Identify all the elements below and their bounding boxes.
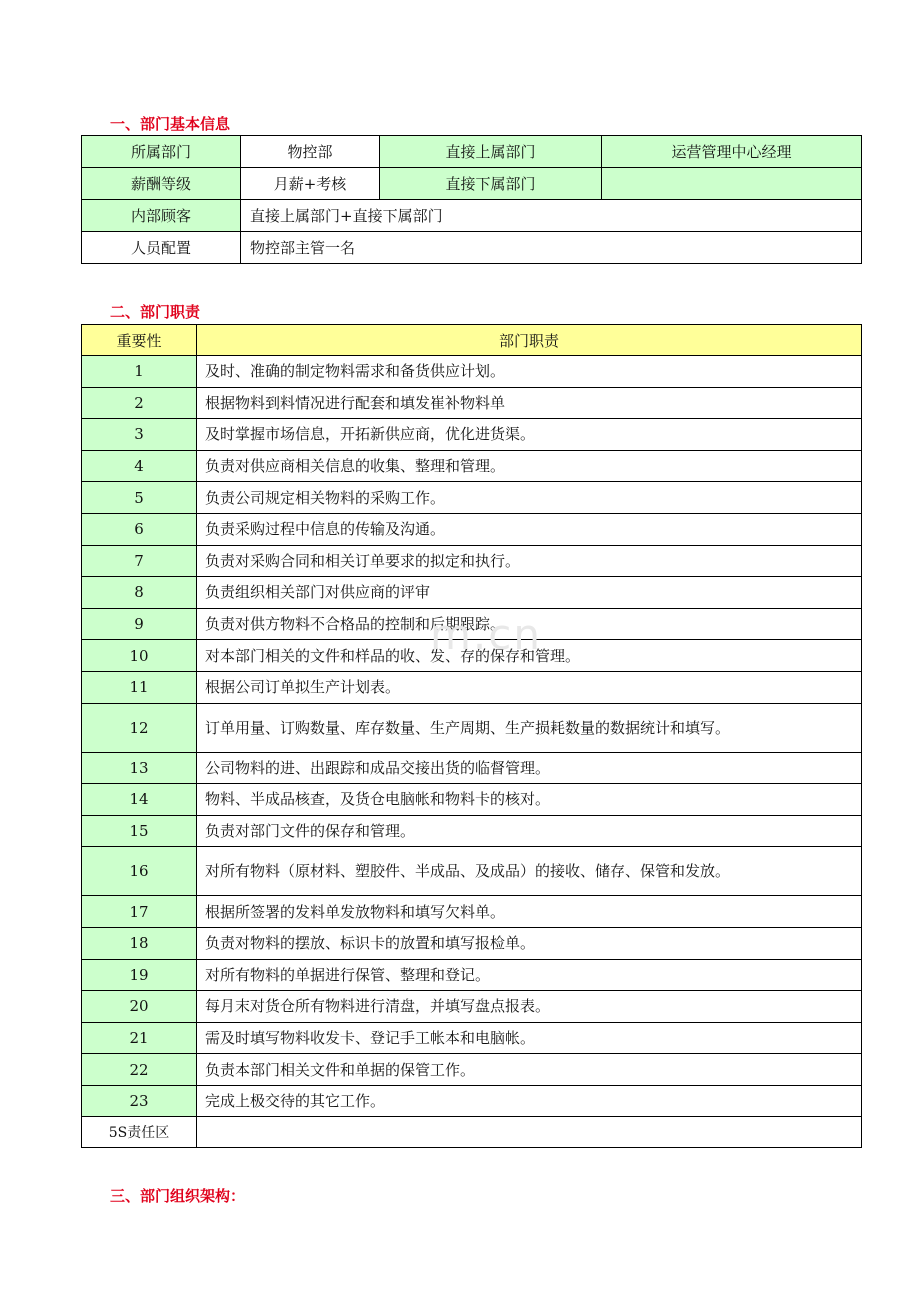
value-subordinate xyxy=(602,168,862,200)
duty-number: 17 xyxy=(82,896,197,928)
duty-text: 根据所签署的发料单发放物料和填写欠料单。 xyxy=(197,896,862,928)
value-5s-zone xyxy=(197,1117,862,1148)
label-staffing: 人员配置 xyxy=(82,232,241,264)
table-row xyxy=(82,752,862,784)
label-internal-customer: 内部顾客 xyxy=(82,200,241,232)
value-staffing: 物控部主管一名 xyxy=(241,232,862,264)
label-department: 所属部门 xyxy=(82,136,241,168)
duty-number: 18 xyxy=(82,927,197,959)
duty-text: 及时、准确的制定物料需求和备货供应计划。 xyxy=(197,356,862,388)
table-row xyxy=(82,577,862,609)
label-subordinate: 直接下属部门 xyxy=(380,168,602,200)
table-row xyxy=(82,959,862,991)
duty-text: 根据公司订单拟生产计划表。 xyxy=(197,671,862,703)
label-salary: 薪酬等级 xyxy=(82,168,241,200)
header-importance: 重要性 xyxy=(82,325,197,356)
duty-number: 11 xyxy=(82,671,197,703)
table-row xyxy=(82,784,862,816)
duty-text: 负责本部门相关文件和单据的保管工作。 xyxy=(197,1054,862,1086)
duty-number: 8 xyxy=(82,577,197,609)
duty-number: 23 xyxy=(82,1085,197,1117)
duty-number: 22 xyxy=(82,1054,197,1086)
table-row xyxy=(82,1054,862,1086)
duty-text: 负责公司规定相关物料的采购工作。 xyxy=(197,482,862,514)
duty-text: 对本部门相关的文件和样品的收、发、存的保存和管理。 xyxy=(197,640,862,672)
duty-number: 15 xyxy=(82,815,197,847)
duties-table xyxy=(81,324,862,1148)
value-superior: 运营管理中心经理 xyxy=(602,136,862,168)
duty-text: 对所有物料（原材料、塑胶件、半成品、及成品）的接收、储存、保管和发放。 xyxy=(197,847,862,896)
section-title-basic-info: 一、部门基本信息 xyxy=(110,115,231,133)
table-row xyxy=(82,168,862,200)
duty-number: 1 xyxy=(82,356,197,388)
header-duty: 部门职责 xyxy=(197,325,862,356)
duty-text: 对所有物料的单据进行保管、整理和登记。 xyxy=(197,959,862,991)
duty-number: 14 xyxy=(82,784,197,816)
duty-text: 负责对采购合同和相关订单要求的拟定和执行。 xyxy=(197,545,862,577)
duty-number: 2 xyxy=(82,387,197,419)
table-row xyxy=(82,1117,862,1148)
value-salary: 月薪+考核 xyxy=(241,168,380,200)
duty-text: 物料、半成品核查，及货仓电脑帐和物料卡的核对。 xyxy=(197,784,862,816)
table-row xyxy=(82,640,862,672)
table-row xyxy=(82,387,862,419)
duty-number: 9 xyxy=(82,608,197,640)
table-row xyxy=(82,815,862,847)
duty-text: 负责对部门文件的保存和管理。 xyxy=(197,815,862,847)
duty-number: 16 xyxy=(82,847,197,896)
duty-number: 10 xyxy=(82,640,197,672)
table-row xyxy=(82,200,862,232)
duty-number: 6 xyxy=(82,513,197,545)
table-row xyxy=(82,703,862,752)
basic-info-table xyxy=(81,135,862,264)
section-title-org-structure: 三、部门组织架构： xyxy=(110,1187,246,1205)
table-row xyxy=(82,991,862,1023)
table-row xyxy=(82,513,862,545)
table-row xyxy=(82,896,862,928)
duty-text: 负责对物料的摆放、标识卡的放置和填写报检单。 xyxy=(197,927,862,959)
duty-text: 需及时填写物料收发卡、登记手工帐本和电脑帐。 xyxy=(197,1022,862,1054)
table-row xyxy=(82,847,862,896)
table-row xyxy=(82,136,862,168)
duty-text: 负责对供应商相关信息的收集、整理和管理。 xyxy=(197,450,862,482)
duty-number: 5 xyxy=(82,482,197,514)
label-superior: 直接上属部门 xyxy=(380,136,602,168)
table-row xyxy=(82,450,862,482)
table-row xyxy=(82,419,862,451)
table-row xyxy=(82,927,862,959)
duty-text: 负责对供方物料不合格品的控制和后期跟踪。 xyxy=(197,608,862,640)
duty-number: 21 xyxy=(82,1022,197,1054)
duty-number: 19 xyxy=(82,959,197,991)
table-row xyxy=(82,671,862,703)
duty-text: 及时掌握市场信息，开拓新供应商，优化进货渠。 xyxy=(197,419,862,451)
label-5s-zone: 5S责任区 xyxy=(82,1117,197,1148)
table-row xyxy=(82,232,862,264)
duty-text: 公司物料的进、出跟踪和成品交接出货的临督管理。 xyxy=(197,752,862,784)
section-title-duties: 二、部门职责 xyxy=(110,303,201,321)
duty-text: 订单用量、订购数量、库存数量、生产周期、生产损耗数量的数据统计和填写。 xyxy=(197,703,862,752)
duty-text: 根据物料到料情况进行配套和填发崔补物料单 xyxy=(197,387,862,419)
table-row xyxy=(82,545,862,577)
duty-number: 12 xyxy=(82,703,197,752)
watermark-text: m.cn xyxy=(430,610,542,659)
duty-number: 4 xyxy=(82,450,197,482)
value-internal-customer: 直接上属部门+直接下属部门 xyxy=(241,200,862,232)
duty-text: 负责组织相关部门对供应商的评审 xyxy=(197,577,862,609)
duty-number: 7 xyxy=(82,545,197,577)
duty-number: 13 xyxy=(82,752,197,784)
table-row xyxy=(82,1022,862,1054)
duty-number: 3 xyxy=(82,419,197,451)
table-row xyxy=(82,608,862,640)
table-header-row xyxy=(82,325,862,356)
table-row xyxy=(82,1085,862,1117)
duty-text: 每月末对货仓所有物料进行清盘，并填写盘点报表。 xyxy=(197,991,862,1023)
value-department: 物控部 xyxy=(241,136,380,168)
duty-number: 20 xyxy=(82,991,197,1023)
duty-text: 完成上极交待的其它工作。 xyxy=(197,1085,862,1117)
duty-text: 负责采购过程中信息的传输及沟通。 xyxy=(197,513,862,545)
table-row xyxy=(82,356,862,388)
table-row xyxy=(82,482,862,514)
